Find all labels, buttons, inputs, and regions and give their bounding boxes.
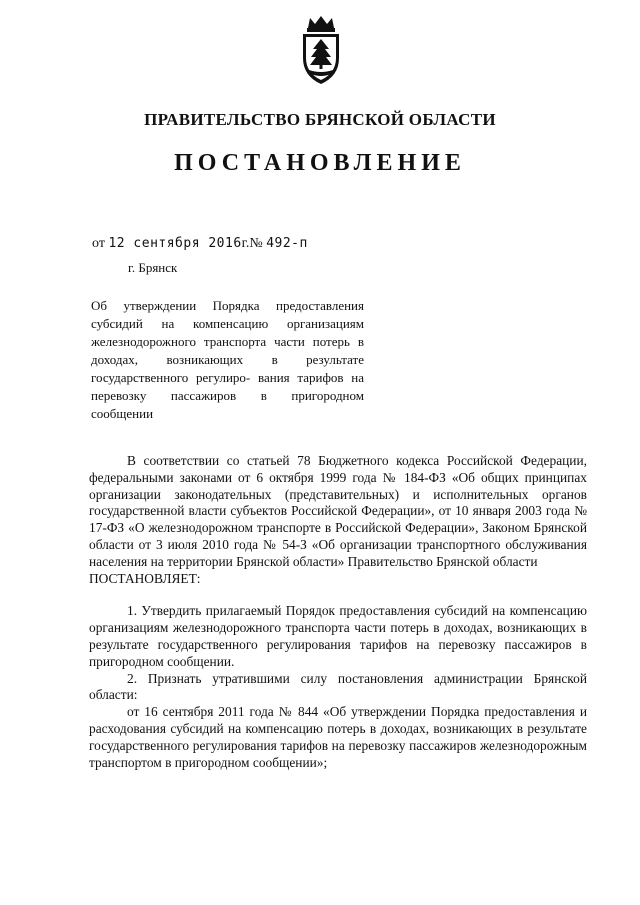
- handwritten-number: 492-п: [266, 236, 308, 251]
- year-suffix: г.: [241, 236, 250, 251]
- handwritten-date: 12 сентября 2016: [108, 236, 242, 251]
- decree-word: ПОСТАНОВЛЯЕТ:: [89, 570, 201, 586]
- number-sign: №: [249, 236, 263, 251]
- item-1-paragraph: 1. Утвердить прилагаемый Порядок предоставления субсидий на компенсацию организациям железнодорожного транспорта части потерь в доходах, возникающих в результате государственного регулирования тарифов на перевозку пассажиров в пригородном сообщении.: [89, 603, 587, 669]
- date-number-line: [92, 236, 308, 252]
- item-2-sub-1-paragraph: от 16 сентября 2011 года № 844 «Об утверждении Порядка предоставления и расходования субсидий на компенсацию потерь в доходах, возникающих в результате государственного регулирования тарифов на перевозку пассажиров железнодорожным транспортом в пригородном сообщении»;: [89, 704, 587, 770]
- organization-title: ПРАВИТЕЛЬСТВО БРЯНСКОЙ ОБЛАСТИ: [144, 110, 496, 129]
- item-2-paragraph: 2. Признать утратившими силу постановления администрации Брянской области:: [89, 670, 587, 703]
- preamble-paragraph: В соответствии со статьей 78 Бюджетного кодекса Российской Федерации, федеральными законами от 6 октября 1999 года № 184-ФЗ «Об общих принципах организации законодательных (представительных) и исполнительных органов государственной власти субъектов Российской Федерации», от 10 января 2003 года № 17-ФЗ «О железнодорожном транспорте в Российской Федерации», Законом Брянской области от 3 июля 2010 года № 54-З «Об организации транспортного обслуживания населения на территории Брянской области» Правительство Брянской области: [89, 453, 587, 569]
- date-prefix: от: [92, 236, 105, 251]
- document-body: [89, 453, 587, 771]
- city-line: г. Брянск: [128, 260, 178, 275]
- document-type-title: ПОСТАНОВЛЕНИЕ: [174, 150, 466, 176]
- document-subject: Об утверждении Порядка предоставления субсидий на компенсацию организациям железнодорожного транспорта части потерь в доходах, возникающих в результате государственного регулиро- вания тарифов на перевозку пассажиров в пригородном сообщении: [91, 298, 364, 421]
- coat-of-arms-icon: [299, 14, 343, 86]
